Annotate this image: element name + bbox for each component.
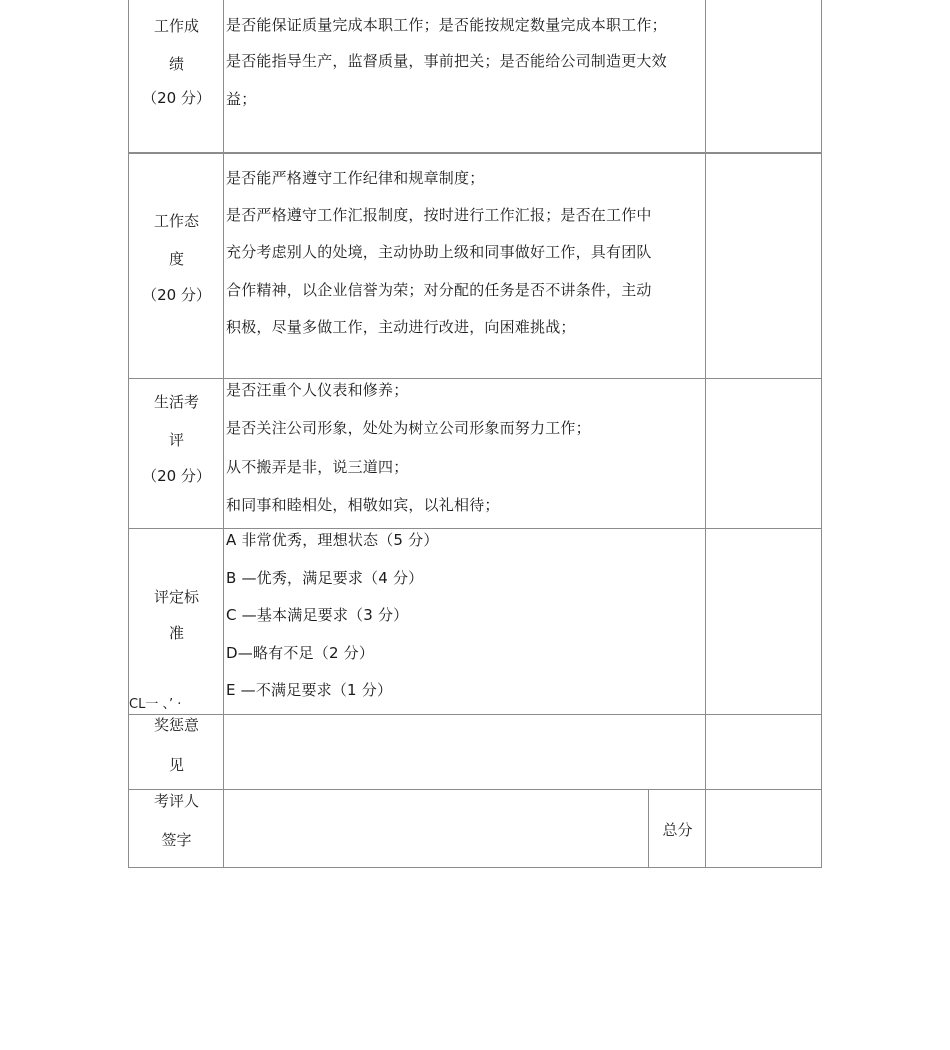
row-label-line: （20 分） <box>142 286 211 304</box>
criteria-line: 是否能保证质量完成本职工作；是否能按规定数量完成本职工作； <box>226 16 667 34</box>
criteria-line: 是否关注公司形象，处处为树立公司形象而努力工作； <box>226 419 591 437</box>
row-label-line: 准 <box>168 624 184 642</box>
row-label-line: 工作成 <box>153 17 199 35</box>
criteria-line: 是否汪重个人仪表和修养； <box>226 381 409 399</box>
signature-field[interactable] <box>224 790 649 867</box>
evaluator-signature-label-cell <box>129 790 224 867</box>
grade-a-line: A 非常优秀，理想状态（5 分） <box>226 531 439 549</box>
score-cell[interactable] <box>706 715 821 789</box>
score-cell[interactable] <box>706 0 821 152</box>
row-reward-punishment <box>129 715 821 790</box>
criteria-line: 和同事和睦相处，相敬如宾，以礼相待； <box>226 496 500 514</box>
rating-standard-criteria-cell <box>224 529 706 714</box>
grade-b-line: B —优秀，满足要求（4 分） <box>226 569 424 587</box>
total-score-label: 总分 <box>662 821 693 839</box>
row-label-line: （20 分） <box>142 467 211 485</box>
life-evaluation-criteria-cell <box>224 379 706 528</box>
row-life-evaluation <box>129 379 821 529</box>
criteria-line: 是否能严格遵守工作纪律和规章制度； <box>226 169 485 187</box>
row-label-line: 工作态 <box>153 212 199 230</box>
rating-standard-label-cell <box>129 529 224 714</box>
work-attitude-criteria-cell <box>224 154 706 378</box>
life-evaluation-label-cell <box>129 379 224 528</box>
row-label-line: 生活考 <box>153 393 199 411</box>
row-label-line: 奖惩意 <box>153 716 199 734</box>
work-performance-label-cell <box>129 0 224 152</box>
total-score-cell[interactable] <box>706 790 821 867</box>
row-label-line: （20 分） <box>142 89 211 107</box>
criteria-line: 是否能指导生产，监督质量，事前把关；是否能给公司制造更大效 <box>226 52 667 70</box>
row-label-line: 评 <box>168 431 184 449</box>
row-label-line: 见 <box>168 756 184 774</box>
appraisal-table <box>128 0 822 868</box>
score-cell[interactable] <box>706 154 821 378</box>
score-cell[interactable] <box>706 529 821 714</box>
grade-d-line: D—略有不足（2 分） <box>226 644 375 662</box>
row-rating-standard <box>129 529 821 715</box>
criteria-line: 积极，尽量多做工作，主动进行改进，向困难挑战； <box>226 318 576 336</box>
grade-e-line: E —不满足要求（1 分） <box>226 681 393 699</box>
row-label-line: 绩 <box>168 55 184 73</box>
criteria-line: 充分考虑别人的处境，主动协助上级和同事做好工作，具有团队 <box>226 243 652 261</box>
work-performance-criteria-cell <box>224 0 706 152</box>
row-evaluator-signature <box>129 790 821 867</box>
reward-punishment-opinion-cell[interactable] <box>224 715 706 789</box>
criteria-line: 是否严格遵守工作汇报制度，按时进行工作汇报；是否在工作中 <box>226 206 652 224</box>
criteria-line: 从不搬弄是非，说三道四； <box>226 458 409 476</box>
grade-c-line: C —基本满足要求（3 分） <box>226 606 409 624</box>
reward-punishment-label-cell <box>129 715 224 789</box>
row-label-line: 签字 <box>161 831 192 849</box>
row-work-attitude <box>129 154 821 379</box>
row-label-line: 度 <box>168 250 184 268</box>
total-score-label-cell <box>649 790 706 867</box>
row-label-line: 评定标 <box>153 588 199 606</box>
row-label-line: 考评人 <box>153 792 199 810</box>
score-cell[interactable] <box>706 379 821 528</box>
criteria-line: 合作精神，以企业信誉为荣；对分配的任务是否不讲条件，主动 <box>226 281 652 299</box>
stray-mark-text: CL一 、’ · <box>129 697 182 712</box>
row-work-performance <box>129 0 821 154</box>
criteria-line: 益； <box>226 90 257 108</box>
work-attitude-label-cell <box>129 154 224 378</box>
